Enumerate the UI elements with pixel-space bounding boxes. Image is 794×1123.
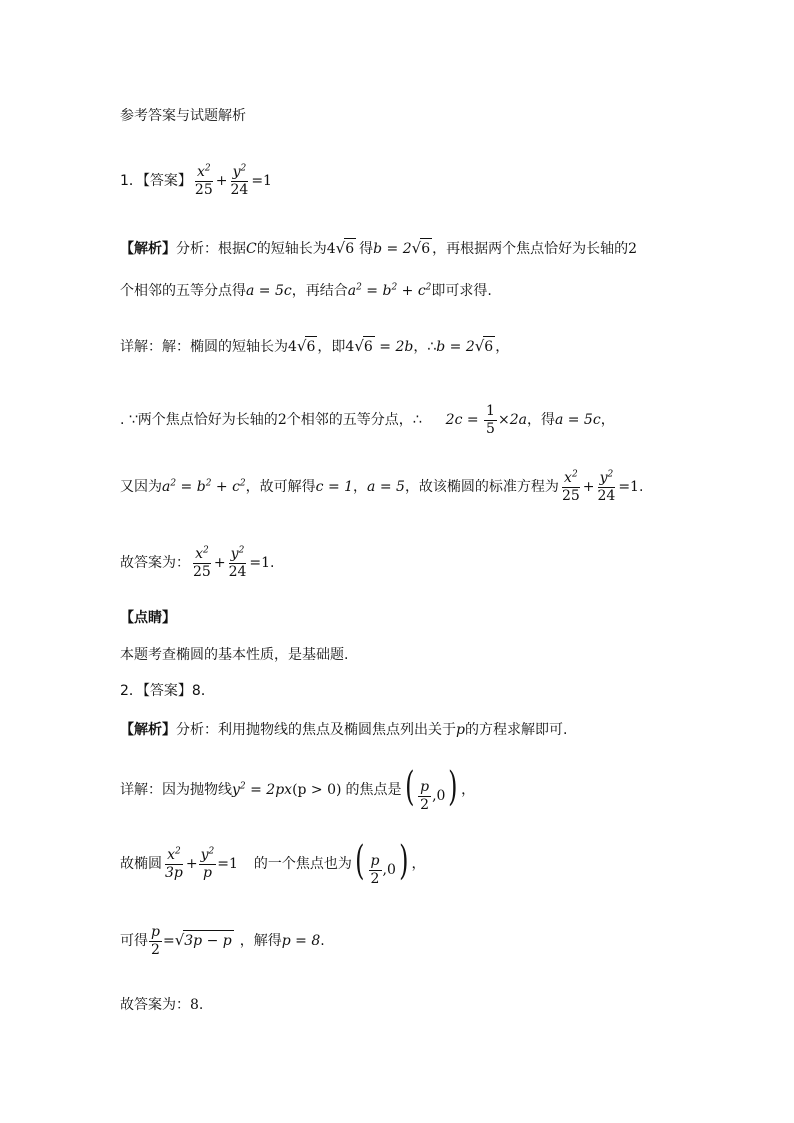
q1-answer-ellipse-equation: $\frac{x^2}{25}$ + $\frac{y^2}{24}$ =1: [194, 163, 272, 198]
q2-final-answer: 故答案为： 8 .: [120, 997, 204, 1013]
q1-final-answer: 故答案为： $\frac{x^2}{25}$ + $\frac{y^2}{24}$ =1 .: [120, 545, 275, 580]
math-b-eq-2sqrt6: b = 2 √ 6: [373, 239, 431, 257]
q1-detail-line-1: 详解：解：椭圆的短轴长为 4 √ 6 ，即 4 √ 6 = 2b ，∴ b = 2 √ 6 ，: [120, 337, 510, 355]
q1-detail-line-2: . ∵两个焦点恰好为长轴的 2 个相邻的五等分点，∴ 2c = $\frac{1}{5}$ ×2a ，得 a = 5c ，: [120, 402, 615, 437]
q2-detail-line-3: 可得 $\frac{p}{2}$ = √ 3p − p ，解得 p = 8 .: [120, 923, 325, 958]
q2-detail-line-2: 故椭圆 $\frac{x^2}{3p}$ + $\frac{y^2}{p}$ =1 的一个焦点也为 ( $\frac{p}{2}$ ,0) ，: [120, 838, 426, 887]
math-parabola: $y^2 = 2px(p > 0)$: [232, 781, 342, 798]
math-2c-eq-frac: 2c = $\frac{1}{5}$ ×2a: [445, 402, 527, 437]
q1-dianjing-text: 本题考查椭圆的基本性质，是基础题.: [120, 647, 349, 663]
q1-analysis-line-2: 个相邻的五等分点得 a = 5c ，再结合 $a^2 = b^2 + c^2$ 即可求得.: [120, 282, 492, 299]
q2-detail-line-1: 详解：因为抛物线 $y^2 = 2px(p > 0)$ 的焦点是 ( $\frac{p}{2}$ ,0) ，: [120, 764, 476, 813]
math-p-half-eq-sqrt: $\frac{p}{2}$ = √ 3p − p: [151, 923, 232, 958]
math-a2-b2-c2: $a^2 = b^2 + c^2$: [347, 282, 432, 299]
math-c: C: [246, 240, 257, 257]
q1-dianjing-heading: 【点睛】: [120, 610, 176, 626]
q1-analysis-line-1: 【解析】 分析：根据 C 的短轴长为 4 √ 6 得 b = 2 √ 6 ，再根据两个焦点恰好为长轴的 2: [120, 239, 638, 257]
q1-answer-line: 1．【答案】 $\frac{x^2}{25}$ + $\frac{y^2}{24}$ =1: [120, 163, 272, 198]
math-4sqrt6: 4 √ 6: [326, 239, 355, 257]
section-title: 参考答案与试题解析: [120, 108, 246, 124]
math-ellipse-p: $\frac{x^2}{3p}$ + $\frac{y^2}{p}$ =1: [165, 846, 238, 881]
math-focus-point: ( $\frac{p}{2}$ ,0): [404, 764, 458, 813]
q2-analysis-line: 【解析】 分析：利用抛物线的焦点及椭圆焦点列出关于 p 的方程求解即可.: [120, 722, 568, 738]
q2-answer-line: 2．【答案】8．: [120, 683, 215, 699]
q1-detail-line-3: 又因为 $a^2 = b^2 + c^2$ ，故可解得 c = 1 ， a = 5 ，故该椭圆的标准方程为 $\frac{x^2}{25}$ + $\frac{y^2}{24}$ =1 .: [120, 469, 644, 504]
